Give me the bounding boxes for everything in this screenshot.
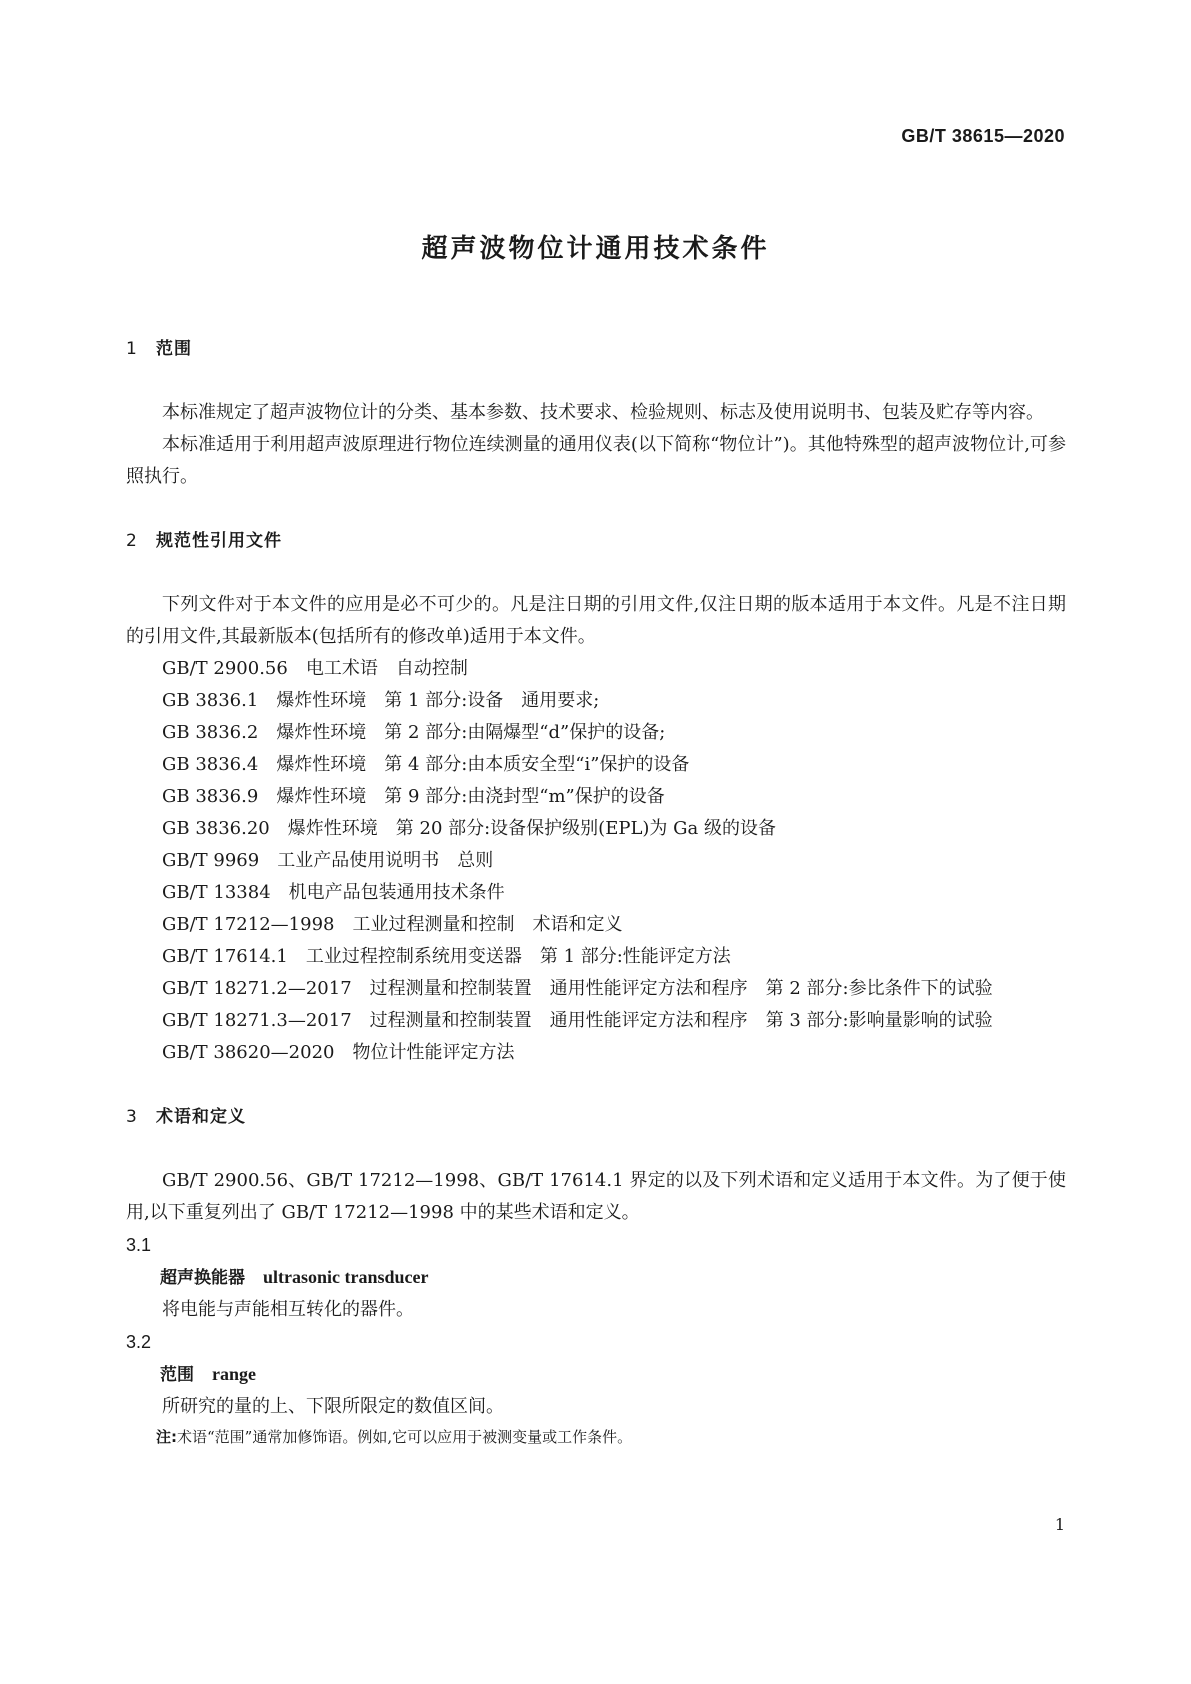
note-text: 术语“范围”通常加修饰语。例如,它可以应用于被测变量或工作条件。: [177, 1428, 633, 1446]
reference-code: GB 3836.20: [162, 818, 270, 839]
note-label: 注:: [156, 1428, 177, 1446]
reference-title: 物位计性能评定方法: [352, 1042, 515, 1063]
section-title: 术语和定义: [156, 1107, 246, 1127]
section-title: 范围: [156, 339, 192, 359]
reference-title: 机电产品包装通用技术条件: [288, 882, 505, 903]
reference-title: 爆炸性环境 第 4 部分:由本质安全型“i”保护的设备: [276, 754, 690, 775]
section-number: 3: [126, 1107, 138, 1127]
reference-title: 过程测量和控制装置 通用性能评定方法和程序 第 2 部分:参比条件下的试验: [369, 978, 993, 999]
reference-item: [126, 813, 1066, 845]
reference-code: GB/T 13384: [162, 882, 271, 903]
section-number: 2: [126, 531, 138, 551]
term-name-cn: 范围: [160, 1365, 194, 1385]
reference-title: 过程测量和控制装置 通用性能评定方法和程序 第 3 部分:影响量影响的试验: [369, 1010, 993, 1031]
reference-item: [126, 1005, 1066, 1037]
term-number: 3.1: [126, 1235, 152, 1255]
section-title: 规范性引用文件: [156, 531, 282, 551]
references-intro: 下列文件对于本文件的应用是必不可少的。凡是注日期的引用文件,仅注日期的版本适用于本文件。凡是不注日期的引用文件,其最新版本(包括所有的修改单)适用于本文件。: [126, 594, 1066, 647]
reference-item: [126, 941, 1066, 973]
reference-title: 爆炸性环境 第 9 部分:由浇封型“m”保护的设备: [276, 786, 665, 807]
section-number: 1: [126, 339, 138, 359]
reference-code: GB/T 9969: [162, 850, 260, 871]
standard-code: GB/T 38615—2020: [901, 126, 1065, 146]
term-name-cn: 超声换能器: [160, 1268, 245, 1288]
reference-item: [126, 685, 1066, 717]
reference-code: GB 3836.9: [162, 786, 259, 807]
reference-code: GB/T 18271.2—2017: [162, 978, 352, 999]
term-note: [126, 1423, 1066, 1451]
reference-code: GB 3836.4: [162, 754, 259, 775]
section-heading-references: [126, 527, 1066, 555]
reference-title: 电工术语 自动控制: [305, 658, 468, 679]
reference-item: [126, 877, 1066, 909]
term-name: [126, 1261, 1066, 1294]
reference-code: GB/T 2900.56: [162, 658, 288, 679]
document-title: 超声波物位计通用技术条件: [421, 234, 770, 264]
reference-title: 工业过程控制系统用变送器 第 1 部分:性能评定方法: [305, 946, 731, 967]
reference-item: [126, 845, 1066, 877]
reference-item: [126, 717, 1066, 749]
scope-paragraph-1: 本标准规定了超声波物位计的分类、基本参数、技术要求、检验规则、标志及使用说明书、包装及贮存等内容。: [162, 402, 1044, 423]
section-heading-terms: [126, 1103, 1066, 1131]
reference-title: 爆炸性环境 第 2 部分:由隔爆型“d”保护的设备;: [276, 722, 666, 743]
terms-intro: GB/T 2900.56、GB/T 17212—1998、GB/T 17614.1 界定的以及下列术语和定义适用于本文件。为了便于使用,以下重复列出了 GB/T 17212—1998 中的某些术语和定义。: [126, 1170, 1066, 1223]
reference-code: GB 3836.1: [162, 690, 259, 711]
reference-item: [126, 781, 1066, 813]
reference-code: GB/T 17212—1998: [162, 914, 335, 935]
document-body: [126, 335, 1066, 1451]
page-number: 1: [1054, 1515, 1065, 1534]
scope-paragraph-2: 本标准适用于利用超声波原理进行物位连续测量的通用仪表(以下简称“物位计”)。其他特殊型的超声波物位计,可参照执行。: [126, 434, 1066, 487]
term-definition: 所研究的量的上、下限所限定的数值区间。: [162, 1396, 504, 1417]
term-name-en: range: [212, 1364, 256, 1384]
reference-title: 工业过程测量和控制 术语和定义: [352, 914, 623, 935]
reference-code: GB 3836.2: [162, 722, 259, 743]
reference-item: [126, 653, 1066, 685]
term-definition: 将电能与声能相互转化的器件。: [162, 1299, 414, 1320]
reference-title: 爆炸性环境 第 1 部分:设备 通用要求;: [276, 690, 600, 711]
reference-title: 工业产品使用说明书 总则: [277, 850, 494, 871]
reference-item: [126, 973, 1066, 1005]
reference-item: [126, 1037, 1066, 1069]
term-name: [126, 1358, 1066, 1391]
reference-code: GB/T 17614.1: [162, 946, 288, 967]
section-heading-scope: [126, 335, 1066, 363]
term-number: 3.2: [126, 1332, 152, 1352]
term-name-en: ultrasonic transducer: [263, 1267, 429, 1287]
reference-code: GB/T 38620—2020: [162, 1042, 335, 1063]
reference-code: GB/T 18271.3—2017: [162, 1010, 352, 1031]
reference-item: [126, 749, 1066, 781]
reference-title: 爆炸性环境 第 20 部分:设备保护级别(EPL)为 Ga 级的设备: [287, 818, 776, 839]
reference-item: [126, 909, 1066, 941]
